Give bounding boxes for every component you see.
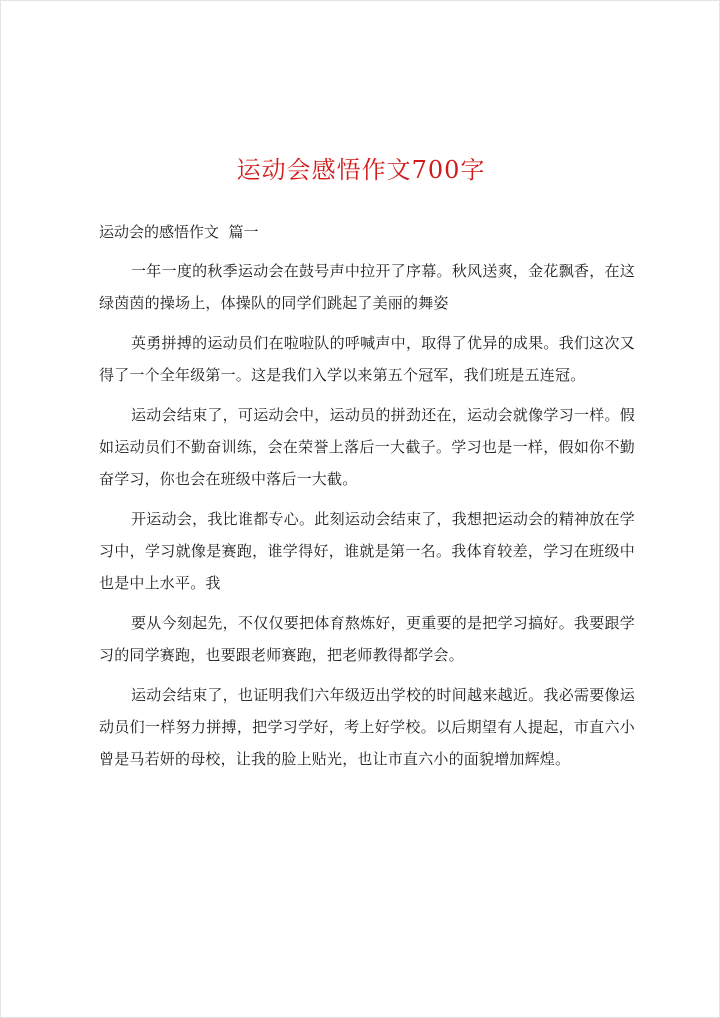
paragraph-2: 英勇拼搏的运动员们在啦啦队的呼喊声中，取得了优异的成果。我们这次又得了一个全年级第一。这是我们入学以来第五个冠军，我们班是五连冠。 — [99, 334, 635, 384]
page-title: 运动会感悟作文700字 — [236, 156, 486, 184]
article-body — [99, 255, 635, 783]
paragraph-5: 要从今刻起先，不仅仅要把体育熬炼好，更重要的是把学习搞好。我要跟学习的同学赛跑，也要跟老师赛跑，把老师教得都学会。 — [99, 614, 635, 664]
paragraph-1: 一年一度的秋季运动会在鼓号声中拉开了序幕。秋风送爽，金花飘香，在这绿茵茵的操场上，体操队的同学们跳起了美丽的舞姿 — [99, 262, 635, 312]
paragraph-6: 运动会结束了，也证明我们六年级迈出学校的时间越来越近。我必需要像运动员们一样努力拼搏，把学习学好，考上好学校。以后期望有人提起，市直六小曾是马若妍的母校，让我的脸上贴光，也让市直六小的面貌增加辉煌。 — [99, 686, 635, 768]
paragraph-4: 开运动会，我比谁都专心。此刻运动会结束了，我想把运动会的精神放在学习中，学习就像是赛跑，谁学得好，谁就是第一名。我体育较差，学习在班级中也是中上水平。我 — [99, 510, 635, 592]
section-heading: 运动会的感悟作文 篇一 — [99, 223, 259, 241]
paragraph-3: 运动会结束了，可运动会中，运动员的拼劲还在，运动会就像学习一样。假如运动员们不勤奋训练，会在荣誉上落后一大截子。学习也是一样，假如你不勤奋学习，你也会在班级中落后一大截。 — [99, 406, 635, 488]
